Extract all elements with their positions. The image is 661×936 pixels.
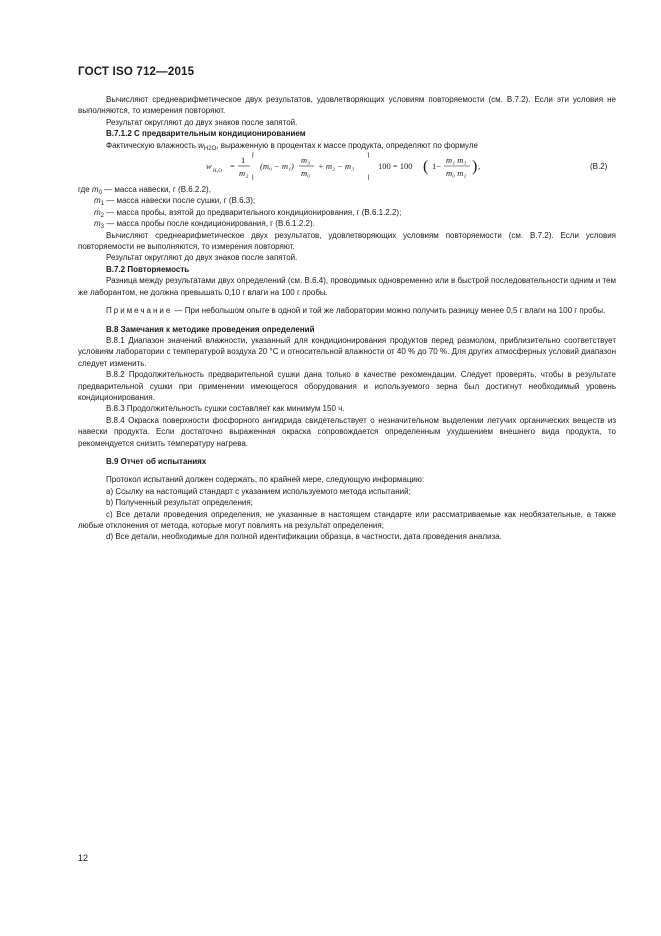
formula-ratio-num: m₁ m₃ [446, 155, 467, 166]
formula-ratio-den: m₀ m₂ [446, 168, 467, 179]
paragraph-report-intro: Протокол испытаний должен содержать, по крайней мере, следующую информацию: [106, 475, 425, 485]
formula-frac-num: m₃ [301, 155, 311, 166]
formula-one: 1 [241, 155, 246, 166]
formula-m2-sub: 2 [246, 175, 249, 181]
report-item-b: b) Полученный результат определения; [106, 498, 253, 508]
formula-graphic [78, 152, 616, 182]
formula-lhs-sub: H₂O [213, 169, 222, 175]
formula-tail: + m₂ − m₃ [318, 161, 355, 172]
report-item-a: a) Ссылку на настоящий стандарт с указанием используемого метода испытаний; [106, 486, 411, 496]
section-title-b9: В.9 Отчет об испытаниях [106, 456, 207, 466]
paragraph-rounding-2: Результат округляют до двух знаков после запятой. [106, 253, 298, 263]
definition-row-3: $m_3$ — масса пробы после кондиционирования, г (В.6.1.2.2). [94, 219, 315, 231]
page-number: 12 [78, 853, 89, 863]
definition-row-0: где $m_0$ — масса навески, г (В.6.2.2), [78, 185, 211, 197]
page-header: ГОСТ ISO 712—2015 [78, 66, 195, 78]
formula-one-minus: 1− [432, 161, 442, 172]
paragraph-rounding: Результат округляют до двух знаков после запятой. [106, 117, 298, 127]
report-item-c: c) Все детали проведения определения, не указанные в настоящем стандарте или рассматриваемые как необязательные, а также любые отклонения от метода, которые могут повлиять на результат определения; [78, 509, 616, 530]
note: Примечание — При небольшом опыте в одной и той же лаборатории можно получить разницу менее 0,5 г влаги на 100 г пробы. [106, 306, 606, 316]
svg-text:⌋: ⌋ [367, 175, 370, 182]
formula-m2: m [239, 168, 246, 179]
paragraph-b82: В.8.2 Продолжительность предварительной сушки дана только в качестве рекомендации. Следует проверять, чтобы в результате предварительной сушки при применении имеющегося оборудования и используемого зерна был достигнут необходимый уровень кондиционирования. [78, 370, 616, 402]
formula-eq: = [230, 161, 235, 172]
svg-text:⌉: ⌉ [367, 153, 370, 160]
document-body [78, 94, 616, 543]
formula-mult: 100 = 100 [378, 161, 413, 172]
definition-row-2: $m_2$ — масса пробы, взятой до предварительного кондиционирования, г (В.6.1.2.2); [94, 207, 402, 219]
svg-text:(: ( [423, 158, 429, 176]
formula-b2 [78, 152, 616, 182]
formula-frac-den: m₀ [301, 168, 311, 179]
svg-text:⌊: ⌊ [252, 175, 255, 182]
formula-body: (m₀ − m₁) [260, 161, 294, 172]
formula-label: (В.2) [590, 162, 608, 172]
paragraph-average-2: Вычисляют среднеарифметическое двух результатов, удовлетворяющих условиям повторяемости (см. В.7.2). Если условия повторяемости не выполняются, то измерения повторяют. [78, 230, 616, 252]
section-title-b712: В.7.1.2 С предварительным кондиционированием [106, 129, 306, 139]
paragraph-b81: В.8.1 Диапазон значений влажности, указанный для кондиционирования продуктов перед размолом, приблизительно соответствует условиям лаборатории с температурой воздуха 20 °С и относительной влажности от 40 % до 70 %. Для других атмосферных условий диапазон следует изменить. [78, 335, 616, 368]
paragraph-repeatability: Разница между результатами двух определений (см. В.6.4), проводимых одновременно или в быстрой последовательности одним и тем же лаборантом, не должна превышать 0,10 г влаги на 100 г пробы. [78, 276, 616, 297]
note-label: Примечание [106, 306, 173, 316]
formula-lhs: w [206, 161, 212, 172]
section-title-b8: В.8 Замечания к методике проведения определений [106, 324, 315, 334]
report-item-d: d) Все детали, необходимые для полной идентификации образца, в частности, дата проведения анализа. [106, 532, 502, 542]
svg-text:): ) [472, 158, 478, 176]
svg-text:⌈: ⌈ [252, 153, 255, 160]
paragraph-b84: В.8.4 Окраска поверхности фосфорного ангидрида свидетельствует о незначительном выделении летучих органических веществ из навески продукта. Если достаточно выраженная окраска сопровождается определенным ухудшением внешнего вида продукта, то рекомендуется снизить температуру нагрева. [78, 415, 616, 448]
paragraph-b83: В.8.3 Продолжительность сушки составляет как минимум 150 ч. [106, 404, 345, 414]
section-title-b72: В.7.2 Повторяемость [106, 264, 190, 274]
svg-text:,: , [478, 161, 481, 172]
paragraph-formula-intro: Фактическую влажность $w_{H2O}$, выраженную в процентах к массе продукта, определяют по формуле [106, 140, 478, 152]
definition-row-1: $m_1$ — масса навески после сушки, г (В.6.3); [94, 196, 256, 208]
paragraph-average: Вычисляют среднеарифметическое двух результатов, удовлетворяющих условиям повторяемости (см. В.7.2). Если эти условия не выполняются, то измерения повторяют. [78, 95, 616, 116]
